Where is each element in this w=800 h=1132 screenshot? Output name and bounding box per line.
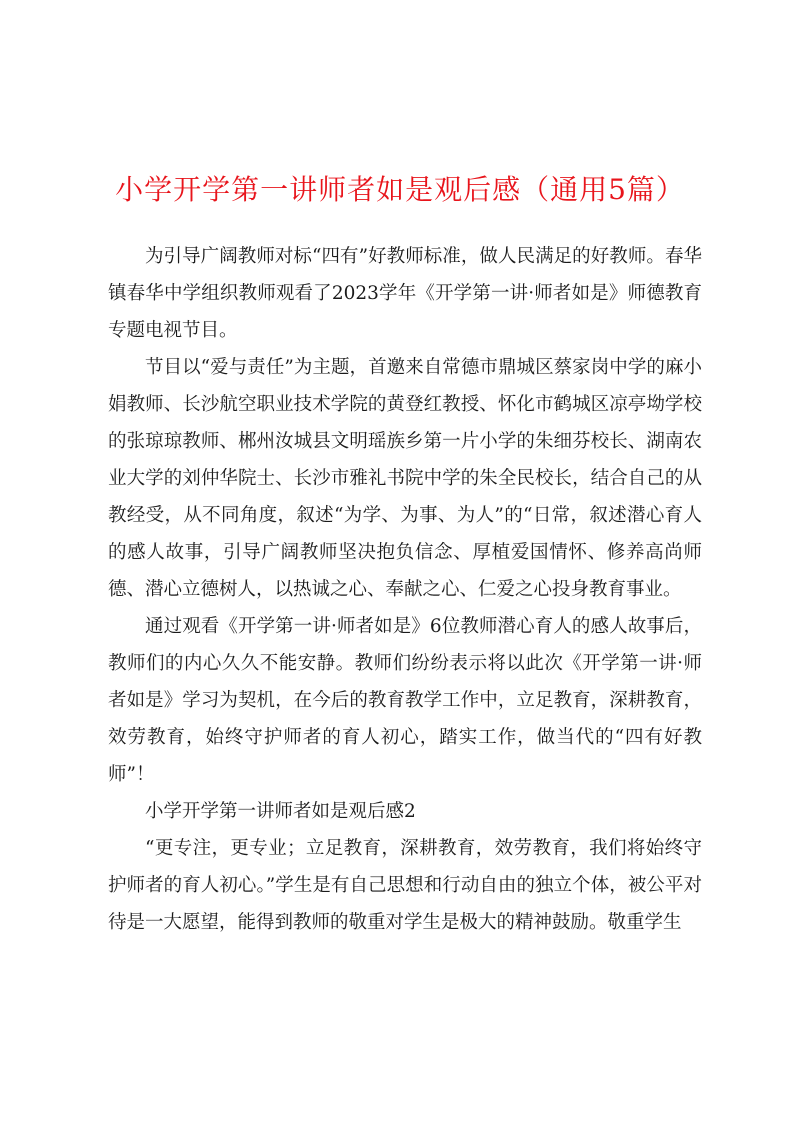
document-body xyxy=(108,238,702,941)
paragraph-1: 为引导广阔教师对标“四有”好教师标准，做人民满足的好教师。春华镇春华中学组织教师观看了2023学年《开学第一讲·师者如是》师德教育专题电视节目。 xyxy=(108,246,702,341)
paragraph-3: 通过观看《开学第一讲·师者如是》6位教师潜心育人的感人故事后，教师们的内心久久不能安静。教师们纷纷表示将以此次《开学第一讲·师者如是》学习为契机，在今后的教育教学工作中，立足教育，深耕教育，效劳教育，始终守护师者的育人初心，踏实工作，做当代的“四有好教师”！ xyxy=(108,616,702,785)
paragraph-2: 节目以“爱与责任”为主题，首邀来自常德市鼎城区蔡家岗中学的麻小娟教师、长沙航空职业技术学院的黄登红教授、怀化市鹤城区凉亭坳学校的张琼琼教师、郴州汝城县文明瑶族乡第一片小学的朱细芬校长、湖南农业大学的刘仲华院士、长沙市雅礼书院中学的朱全民校长，结合自己的从教经受，从不同角度，叙述“为学、为事、为人”的“日常，叙述潜心育人的感人故事，引导广阔教师坚决抱负信念、厚植爱国情怀、修养高尚师德、潜心立德树人，以热诚之心、奉献之心、仁爱之心投身教育事业。 xyxy=(108,357,702,600)
paragraph-4: “更专注，更专业；立足教育，深耕教育，效劳教育，我们将始终守护师者的育人初心。”学生是有自己思想和行动自由的独立个体，被公平对待是一大愿望，能得到教师的敬重对学生是极大的精神鼓励。敬重学生 xyxy=(108,838,702,933)
document-title: 小学开学第一讲师者如是观后感（通用5篇） xyxy=(115,173,685,206)
section-subheading: 小学开学第一讲师者如是观后感2 xyxy=(145,801,416,822)
